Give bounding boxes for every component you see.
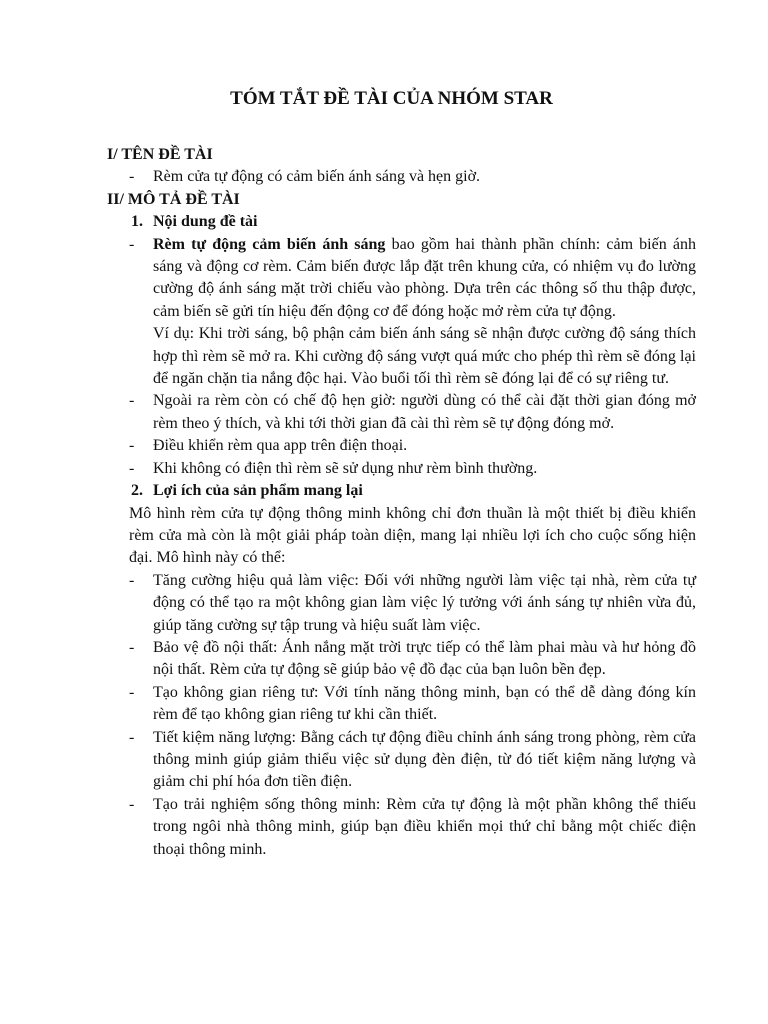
list-item-text: Khi không có điện thì rèm sẽ sử dụng như rèm bình thường. <box>153 459 538 477</box>
section-heading-mo-ta-de-tai: II/ MÔ TẢ ĐỀ TÀI <box>107 190 240 208</box>
example-paragraph: Ví dụ: Khi trời sáng, bộ phận cảm biến ánh sáng sẽ nhận được cường độ sáng thích hợp thì rèm sẽ mở ra. Khi cường độ sáng vượt quá mức cho phép thì rèm sẽ đóng lại để ngăn chặn tia nắng độc hại. Vào buổi tối thì rèm sẽ đóng lại để có sự riêng tư. <box>153 325 696 388</box>
list-item <box>107 234 696 324</box>
dash-marker: - <box>129 638 135 656</box>
dash-marker: - <box>129 795 135 813</box>
list-item <box>107 390 696 435</box>
list-item-text: Rèm cửa tự động có cảm biến ánh sáng và hẹn giờ. <box>153 168 481 186</box>
subsection-number: 2. <box>131 482 143 500</box>
subsection-title: Nội dung đề tài <box>153 213 258 231</box>
list-item <box>107 727 696 794</box>
list-item-text: Điều khiển rèm qua app trên điện thoại. <box>153 437 408 455</box>
list-item-text: Bảo vệ đồ nội thất: Ánh nắng mặt trời trực tiếp có thể làm phai màu và hư hỏng đồ nội thất. Rèm cửa tự động sẽ giúp bảo vệ đồ đạc của bạn luôn bền đẹp. <box>153 638 696 679</box>
document-title: TÓM TẮT ĐỀ TÀI CỦA NHÓM STAR <box>230 88 553 109</box>
list-item-text: Ngoài ra rèm còn có chế độ hẹn giờ: người dùng có thể cài đặt thời gian đóng mở rèm theo ý thích, và khi tới thời gian đã cài thì rèm sẽ tự động đóng mở. <box>153 392 696 432</box>
list-item-text: bao gồm hai thành phần chính: cảm biến ánh sáng và động cơ rèm. Cảm biến được lắp đặt trên khung cửa, có nhiệm vụ đo lường cường độ ánh sáng mặt trời chiếu vào phòng. Dựa trên các thông số thu thập được, cảm biến sẽ gửi tín hiệu đến động cơ để đóng hoặc mở rèm cửa tự động. <box>153 235 697 320</box>
list-item <box>107 570 696 637</box>
list-item <box>107 166 696 188</box>
list-item <box>107 435 696 457</box>
list-item-text: Tăng cường hiệu quả làm việc: Đối với những người làm việc tại nhà, rèm cửa tự động có thể tạo ra một không gian làm việc lý tưởng với ánh sáng tự nhiên vừa đủ, giúp tăng cường sự tập trung và hiệu suất làm việc. <box>153 571 696 634</box>
section-heading-ten-de-tai: I/ TÊN ĐỀ TÀI <box>107 146 213 163</box>
list-item <box>107 458 696 480</box>
dash-marker: - <box>129 168 135 186</box>
benefits-intro-paragraph: Mô hình rèm cửa tự động thông minh không chỉ đơn thuần là một thiết bị điều khiển rèm cửa mà còn là một giải pháp toàn diện, mang lại nhiều lợi ích cho cuộc sống hiện đại. Mô hình này có thể: <box>129 504 696 567</box>
dash-marker: - <box>129 392 135 410</box>
dash-marker: - <box>129 728 135 746</box>
list-item <box>107 794 696 861</box>
bold-term: Rèm tự động cảm biến ánh sáng <box>153 235 386 253</box>
dash-marker: - <box>129 683 135 701</box>
dash-marker: - <box>129 235 135 253</box>
list-item-text: Tiết kiệm năng lượng: Bằng cách tự động điều chỉnh ánh sáng trong phòng, rèm cửa thông minh giúp giảm thiểu việc sử dụng đèn điện, từ đó tiết kiệm năng lượng và giảm chi phí hóa đơn tiền điện. <box>153 728 696 791</box>
list-item <box>107 682 696 727</box>
subsection-heading-noi-dung <box>107 211 696 233</box>
dash-marker: - <box>129 459 135 477</box>
dash-marker: - <box>129 571 135 589</box>
list-item-text: Tạo không gian riêng tư: Với tính năng thông minh, bạn có thể dễ dàng đóng kín rèm để tạo không gian riêng tư khi cần thiết. <box>153 683 696 724</box>
list-item-text: Tạo trải nghiệm sống thông minh: Rèm cửa tự động là một phần không thể thiếu trong ngôi nhà thông minh, giúp bạn điều khiển mọi thứ chỉ bằng một chiếc điện thoại thông minh. <box>153 795 696 858</box>
subsection-title: Lợi ích của sản phẩm mang lại <box>153 482 363 500</box>
subsection-heading-loi-ich <box>107 480 696 502</box>
list-item <box>107 637 696 682</box>
subsection-number: 1. <box>131 213 143 231</box>
dash-marker: - <box>129 437 135 455</box>
